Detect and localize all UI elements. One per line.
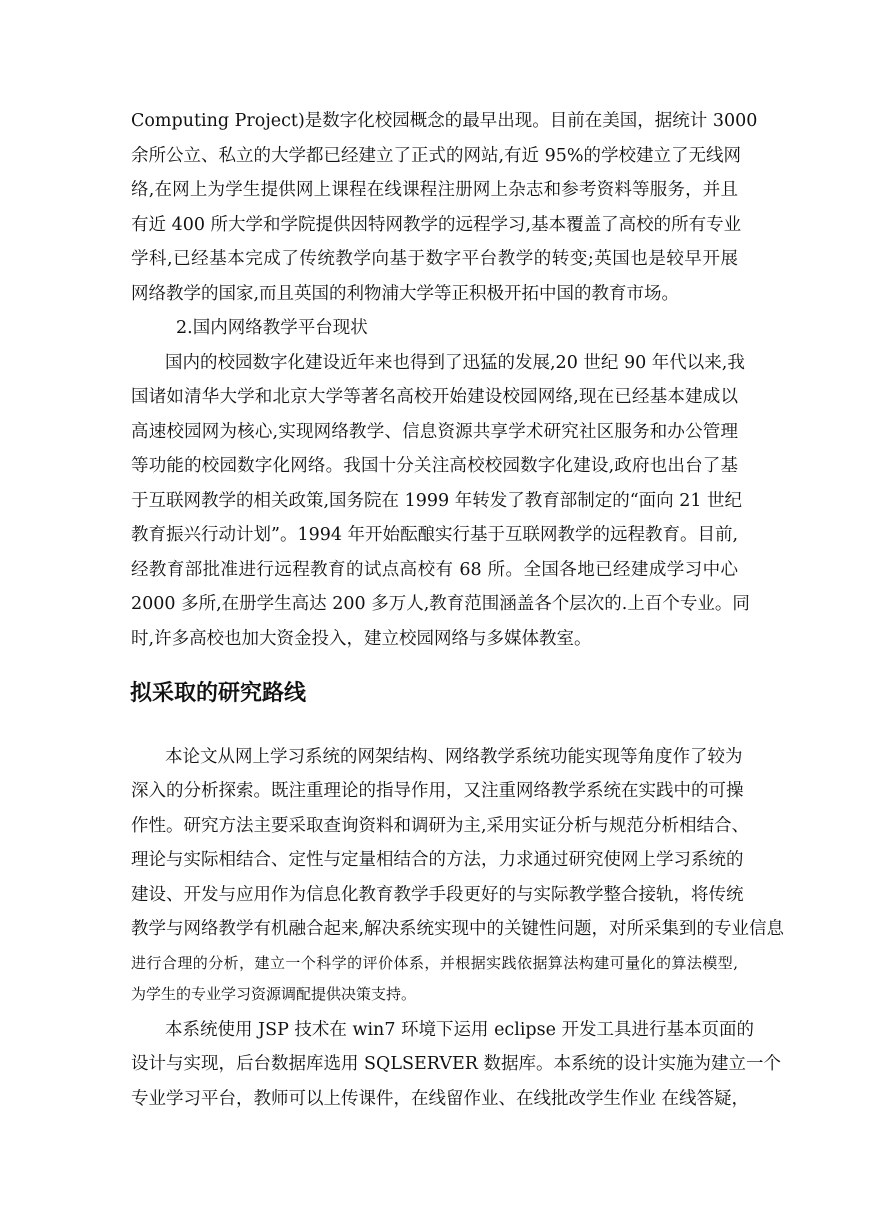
paragraph-line: 理论与实际相结合、定性与定量相结合的方法，力求通过研究使网上学习系统的 (131, 850, 744, 870)
paragraph-line: 教育振兴行动计划”。1994 年开始酝酿实行基于互联网教学的远程教育。目前, (131, 525, 739, 545)
paragraph-line: 国诸如清华大学和北京大学等著名高校开始建设校园网络,现在已经基本建成以 (131, 387, 738, 407)
paragraph-line: 本系统使用 JSP 技术在 win7 环境下运用 eclipse 开发工具进行基本页面的 (165, 1020, 755, 1040)
paragraph-line: 高速校园网为核心,实现网络教学、信息资源共享学术研究社区服务和办公管理 (131, 422, 738, 442)
paragraph-line: 进行合理的分析，建立一个科学的评价体系，并根据实践依据算法构建可量化的算法模型, (131, 954, 738, 972)
paragraph-line: 等功能的校园数字化网络。我国十分关注高校校园数字化建设,政府也出台了基 (131, 456, 738, 476)
subheading: 2.国内网络教学平台现状 (176, 318, 368, 338)
paragraph-line: 时,许多高校也加大资金投入，建立校园网络与多媒体教室。 (131, 629, 592, 649)
paragraph-line: Computing Project)是数字化校园概念的最早出现。目前在美国，据统计 3000 (131, 111, 758, 131)
paragraph-line: 专业学习平台，教师可以上传课件，在线留作业、在线批改学生作业 在线答疑， (131, 1089, 750, 1109)
paragraph-line: 建设、开发与应用作为信息化教育教学手段更好的与实际教学整合接轨，将传统 (131, 885, 744, 905)
paragraph-line: 作性。研究方法主要采取查询资料和调研为主,采用实证分析与规范分析相结合、 (131, 816, 750, 836)
paragraph-line: 余所公立、私立的大学都已经建立了正式的网站,有近 95%的学校建立了无线网 (131, 146, 742, 166)
paragraph-line: 教学与网络教学有机融合起来,解决系统实现中的关键性问题，对所采集到的专业信息 (131, 919, 785, 939)
paragraph-line: 学科,已经基本完成了传统教学向基于数字平台教学的转变;英国也是较早开展 (131, 249, 738, 269)
section-heading: 拟采取的研究路线 (130, 681, 307, 706)
paragraph-line: 本论文从网上学习系统的网架结构、网络教学系统功能实现等角度作了较为 (165, 747, 743, 767)
paragraph-line: 于互联网教学的相关政策,国务院在 1999 年转发了教育部制定的“面向 21 世纪 (131, 491, 743, 511)
paragraph-line: 络,在网上为学生提供网上课程在线课程注册网上杂志和参考资料等服务，并且 (131, 180, 738, 200)
paragraph-line: 网络教学的国家,而且英国的利物浦大学等正积极开拓中国的教育市场。 (131, 284, 680, 304)
paragraph-line: 国内的校园数字化建设近年来也得到了迅猛的发展,20 世纪 90 年代以来,我 (165, 353, 745, 373)
paragraph-line: 有近 400 所大学和学院提供因特网教学的远程学习,基本覆盖了高校的所有专业 (131, 215, 742, 235)
paragraph-line: 为学生的专业学习资源调配提供决策支持。 (131, 985, 417, 1003)
paragraph-line: 2000 多所,在册学生高达 200 多万人,教育范围涵盖各个层次的.上百个专业。同 (131, 594, 750, 614)
paragraph-line: 经教育部批准进行远程教育的试点高校有 68 所。全国各地已经建成学习中心 (131, 560, 738, 580)
paragraph-line: 深入的分析探索。既注重理论的指导作用，又注重网络教学系统在实践中的可操 (131, 781, 744, 801)
paragraph-line: 设计与实现，后台数据库选用 SQLSERVER 数据库。本系统的设计实施为建立一个 (131, 1054, 781, 1074)
